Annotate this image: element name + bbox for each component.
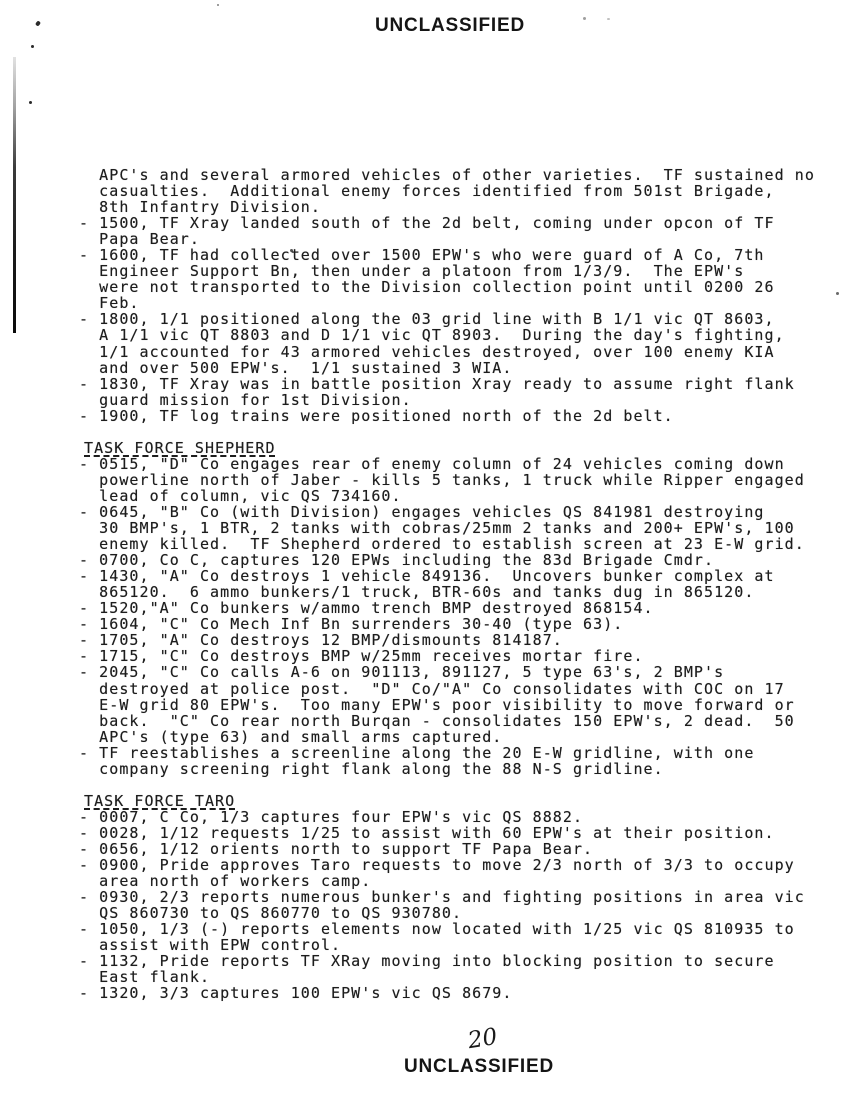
log-line: - 1604, "C" Co Mech Inf Bn surrenders 30-40 (type 63). bbox=[79, 615, 624, 634]
log-line: - 0656, 1/12 orients north to support TF Papa Bear. bbox=[79, 839, 594, 858]
log-line: 1/1 accounted for 43 armored vehicles destroyed, over 100 enemy KIA bbox=[79, 342, 775, 361]
scan-speck bbox=[607, 18, 610, 20]
log-line: casualties. Additional enemy forces identified from 501st Brigade, bbox=[79, 182, 775, 201]
log-line: - 1830, TF Xray was in battle position Xray ready to assume right flank bbox=[79, 374, 795, 393]
log-line: area north of workers camp. bbox=[79, 872, 372, 891]
log-line: - 1800, 1/1 positioned along the 03 grid line with B 1/1 vic QT 8603, bbox=[79, 310, 775, 329]
log-line: - 0900, Pride approves Taro requests to move 2/3 north of 3/3 to occupy bbox=[79, 856, 795, 875]
log-line: - 0007, C Co, 1/3 captures four EPW's vic QS 8882. bbox=[79, 807, 584, 826]
log-line: 865120. 6 ammo bunkers/1 truck, BTR-60s and tanks dug in 865120. bbox=[79, 583, 755, 602]
log-line: APC's (type 63) and small arms captured. bbox=[79, 727, 503, 746]
log-line: - 2045, "C" Co calls A-6 on 901113, 891127, 5 type 63's, 2 BMP's bbox=[79, 663, 725, 682]
scan-speck bbox=[35, 20, 41, 26]
log-section bbox=[79, 440, 839, 777]
log-line: powerline north of Jaber - kills 5 tanks, 1 truck while Ripper engaged bbox=[79, 470, 805, 489]
classification-banner-bottom: UNCLASSIFIED bbox=[404, 1056, 554, 1077]
section-heading: TASK FORCE SHEPHERD bbox=[84, 438, 276, 457]
log-line: destroyed at police post. "D" Co/"A" Co consolidates with COC on 17 bbox=[79, 679, 785, 698]
log-line: - 1900, TF log trains were positioned north of the 2d belt. bbox=[79, 406, 674, 425]
log-line: - 1430, "A" Co destroys 1 vehicle 849136. Uncovers bunker complex at bbox=[79, 567, 775, 586]
log-line: - 0700, Co C, captures 120 EPWs including the 83d Brigade Cmdr. bbox=[79, 551, 715, 570]
log-line: and over 500 EPW's. 1/1 sustained 3 WIA. bbox=[79, 358, 513, 377]
log-line: guard mission for 1st Division. bbox=[79, 390, 412, 409]
classification-banner-top: UNCLASSIFIED bbox=[375, 15, 525, 36]
log-line: 8th Infantry Division. bbox=[79, 198, 321, 217]
scan-speck bbox=[29, 101, 32, 104]
page-number-handwritten: 20 bbox=[466, 1023, 500, 1055]
log-section bbox=[79, 793, 839, 1002]
log-line: - 0515, "D" Co engages rear of enemy column of 24 vehicles coming down bbox=[79, 454, 785, 473]
log-line: - 1520,"A" Co bunkers w/ammo trench BMP destroyed 868154. bbox=[79, 599, 654, 618]
log-line: - 0930, 2/3 reports numerous bunker's and fighting positions in area vic bbox=[79, 888, 805, 907]
log-section bbox=[79, 167, 839, 424]
log-line: 30 BMP's, 1 BTR, 2 tanks with cobras/25mm 2 tanks and 200+ EPW's, 100 bbox=[79, 519, 795, 538]
log-line: - 1500, TF Xray landed south of the 2d belt, coming under opcon of TF bbox=[79, 214, 775, 233]
operations-log-text bbox=[79, 167, 839, 1001]
log-line: Papa Bear. bbox=[79, 230, 200, 249]
log-line: were not transported to the Division collection point until 0200 26 bbox=[79, 278, 775, 297]
log-line: - 1132, Pride reports TF XRay moving into blocking position to secure bbox=[79, 952, 775, 971]
log-line: lead of column, vic QS 734160. bbox=[79, 486, 402, 505]
log-line: - TF reestablishes a screenline along the 20 E-W gridline, with one bbox=[79, 743, 755, 762]
log-line: company screening right flank along the 88 N-S gridline. bbox=[79, 759, 664, 778]
log-line: - 1050, 1/3 (-) reports elements now located with 1/25 vic QS 810935 to bbox=[79, 920, 795, 939]
log-line: - 1705, "A" Co destroys 12 BMP/dismounts 814187. bbox=[79, 631, 563, 650]
scan-artifact-vertical-line bbox=[13, 57, 16, 333]
log-line: back. "C" Co rear north Burqan - consolidates 150 EPW's, 2 dead. 50 bbox=[79, 711, 795, 730]
log-line: A 1/1 vic QT 8803 and D 1/1 vic QT 8903. During the day's fighting, bbox=[79, 326, 785, 345]
scan-speck bbox=[583, 17, 586, 20]
section-heading: TASK FORCE TARO bbox=[84, 791, 236, 810]
log-line: - 1320, 3/3 captures 100 EPW's vic QS 8679. bbox=[79, 984, 513, 1003]
log-line: E-W grid 80 EPW's. Too many EPW's poor visibility to move forward or bbox=[79, 695, 795, 714]
log-line: enemy killed. TF Shepherd ordered to establish screen at 23 E-W grid. bbox=[79, 535, 805, 554]
log-line: - 1600, TF had collected over 1500 EPW's who were guard of A Co, 7th bbox=[79, 246, 765, 265]
scan-speck bbox=[217, 4, 219, 6]
log-line: QS 860730 to QS 860770 to QS 930780. bbox=[79, 904, 463, 923]
log-line: - 1715, "C" Co destroys BMP w/25mm receives mortar fire. bbox=[79, 647, 644, 666]
scan-speck bbox=[31, 45, 34, 48]
log-line: Feb. bbox=[79, 294, 140, 313]
log-line: APC's and several armored vehicles of other varieties. TF sustained no bbox=[79, 166, 815, 184]
log-line: assist with EPW control. bbox=[79, 936, 342, 955]
log-line: East flank. bbox=[79, 968, 211, 987]
log-line: - 0028, 1/12 requests 1/25 to assist with 60 EPW's at their position. bbox=[79, 823, 775, 842]
log-line: - 0645, "B" Co (with Division) engages vehicles QS 841981 destroying bbox=[79, 502, 765, 521]
log-line: Engineer Support Bn, then under a platoon from 1/3/9. The EPW's bbox=[79, 262, 745, 281]
